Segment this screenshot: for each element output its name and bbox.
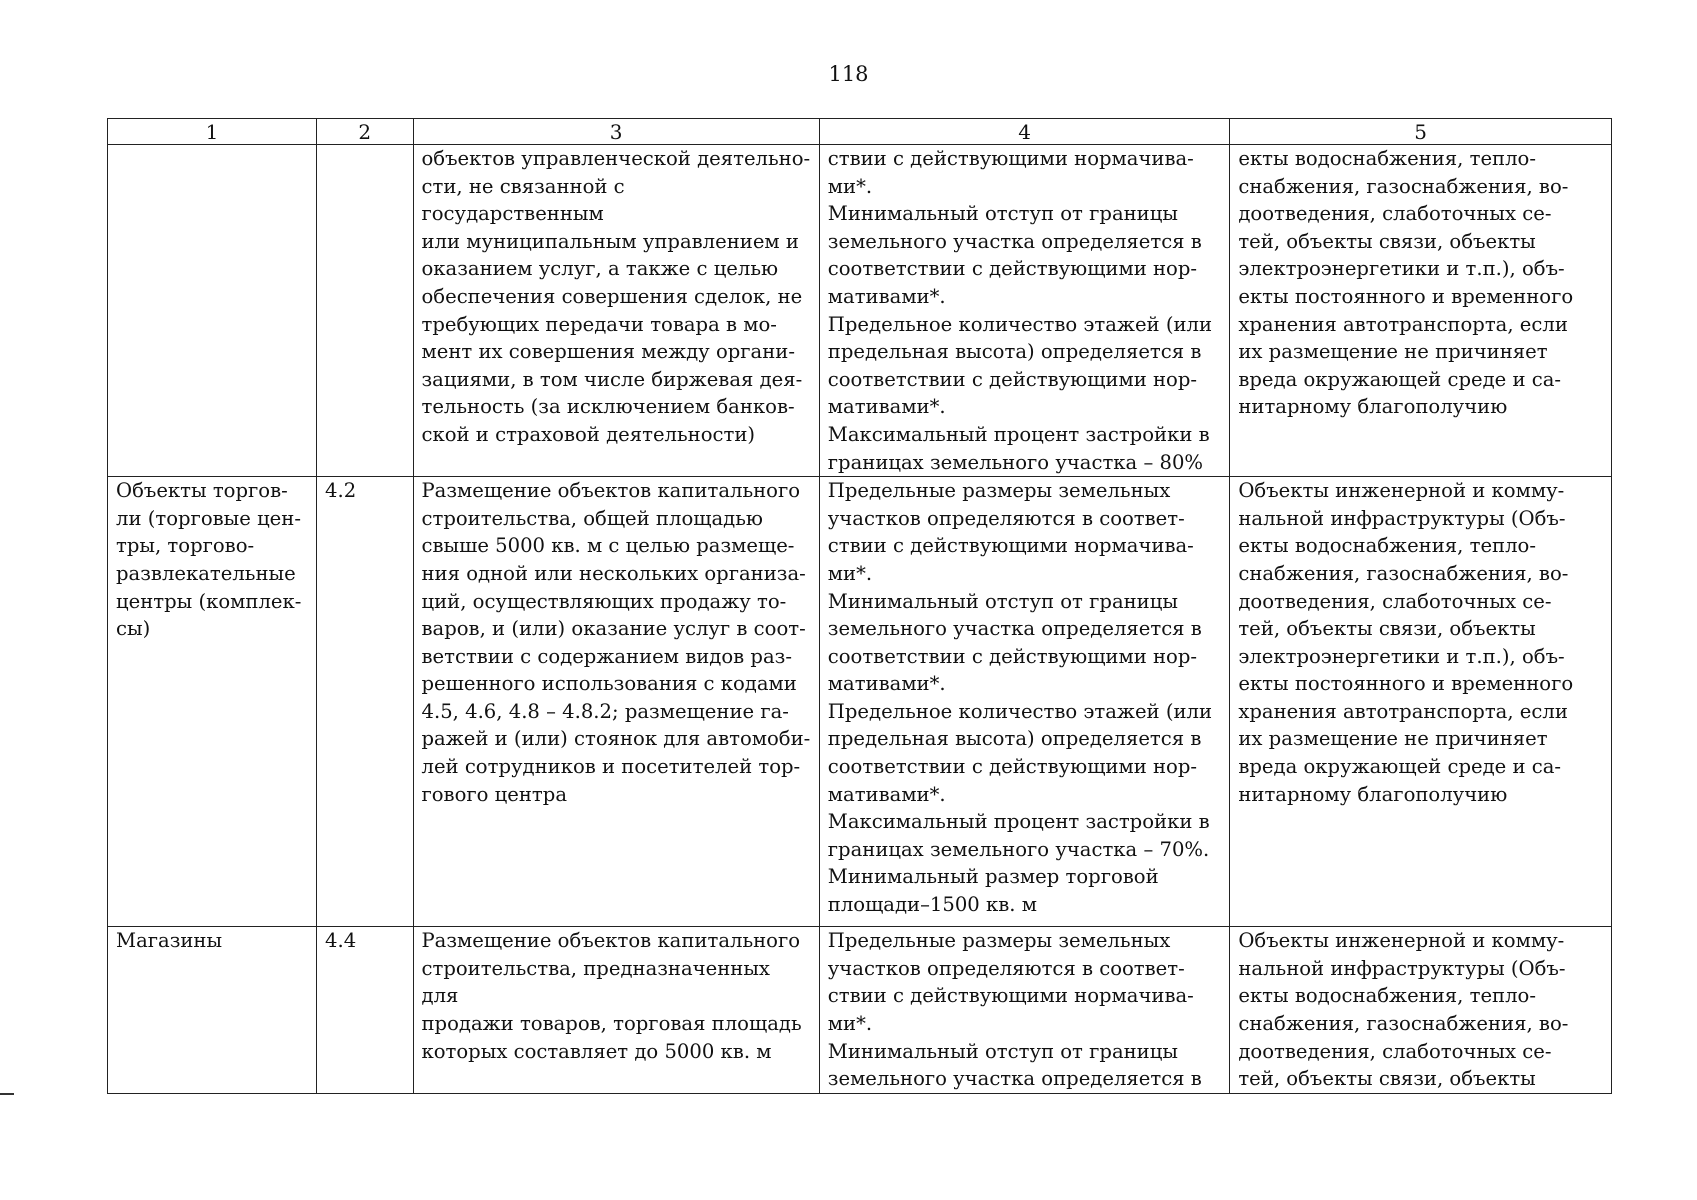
use-description-cell: Размещение объектов капитального строительства, общей площадью свыше 5000 кв. м с целью размеще- ния одной или нескольких организа- ций, осуществляющих продажу то- варов, и (или) оказание услуг в соот- ветствии с содержанием видов раз- решенного использования с кодами 4.5, 4.6, 4.8 – 4.8.2; размещение га- ражей и (или) стоянок для автомоби- лей сотрудников и посетителей тор- гового центра [413, 477, 819, 927]
use-name-cell: Магазины [108, 927, 317, 1094]
land-use-table [107, 118, 1612, 1094]
auxiliary-uses-cell: екты водоснабжения, тепло- снабжения, газоснабжения, во- доотведения, слаботочных се- тей, объекты связи, объекты электроэнергетики и т.п.), объ- екты постоянного и временного хранения автотранспорта, если их размещение не причиняет вреда окружающей среде и са- нитарному благополучию [1230, 145, 1612, 477]
column-header: 5 [1230, 119, 1612, 145]
use-code-cell: 4.4 [317, 927, 413, 1094]
table-row [108, 477, 1612, 927]
use-description-cell: Размещение объектов капитального строительства, предназначенных для продажи товаров, торговая площадь которых составляет до 5000 кв. м [413, 927, 819, 1094]
auxiliary-uses-cell: Объекты инженерной и комму- нальной инфраструктуры (Объ- екты водоснабжения, тепло- снабжения, газоснабжения, во- доотведения, слаботочных се- тей, объекты связи, объекты [1230, 927, 1612, 1094]
column-header: 3 [413, 119, 819, 145]
parameters-cell: Предельные размеры земельных участков определяются в соответ- ствии с действующими нормачива- ми*. Минимальный отступ от границы земельного участка определяется в [819, 927, 1230, 1094]
parameters-cell: Предельные размеры земельных участков определяются в соответ- ствии с действующими нормачива- ми*. Минимальный отступ от границы земельного участка определяется в соответствии с действующими нор- мативами*. Предельное количество этажей (или предельная высота) определяется в соответствии с действующими нор- мативами*. Максимальный процент застройки в границах земельного участка – 70%. Минимальный размер торговой площади–1500 кв. м [819, 477, 1230, 927]
use-name-cell: Объекты торгов- ли (торговые цен- тры, торгово- развлекательные центры (комплек- сы) [108, 477, 317, 927]
auxiliary-uses-cell: Объекты инженерной и комму- нальной инфраструктуры (Объ- екты водоснабжения, тепло- снабжения, газоснабжения, во- доотведения, слаботочных се- тей, объекты связи, объекты электроэнергетики и т.п.), объ- екты постоянного и временного хранения автотранспорта, если их размещение не причиняет вреда окружающей среде и са- нитарному благополучию [1230, 477, 1612, 927]
page-number: 118 [828, 62, 869, 86]
table-header-row [108, 119, 1612, 145]
parameters-cell: ствии с действующими нормачива- ми*. Минимальный отступ от границы земельного участка определяется в соответствии с действующими нор- мативами*. Предельное количество этажей (или предельная высота) определяется в соответствии с действующими нор- мативами*. Максимальный процент застройки в границах земельного участка – 80% [819, 145, 1230, 477]
column-header: 1 [108, 119, 317, 145]
column-header: 2 [317, 119, 413, 145]
margin-mark [0, 1093, 14, 1095]
use-code-cell: 4.2 [317, 477, 413, 927]
use-code-cell [317, 145, 413, 477]
use-description-cell: объектов управленческой деятельно- сти, не связанной с государственным или муниципальным управлением и оказанием услуг, а также с целью обеспечения совершения сделок, не требующих передачи товара в мо- мент их совершения между органи- зациями, в том числе биржевая дея- тельность (за исключением банков- ской и страховой деятельности) [413, 145, 819, 477]
use-name-cell [108, 145, 317, 477]
column-header: 4 [819, 119, 1230, 145]
table-row [108, 145, 1612, 477]
table-row [108, 927, 1612, 1094]
